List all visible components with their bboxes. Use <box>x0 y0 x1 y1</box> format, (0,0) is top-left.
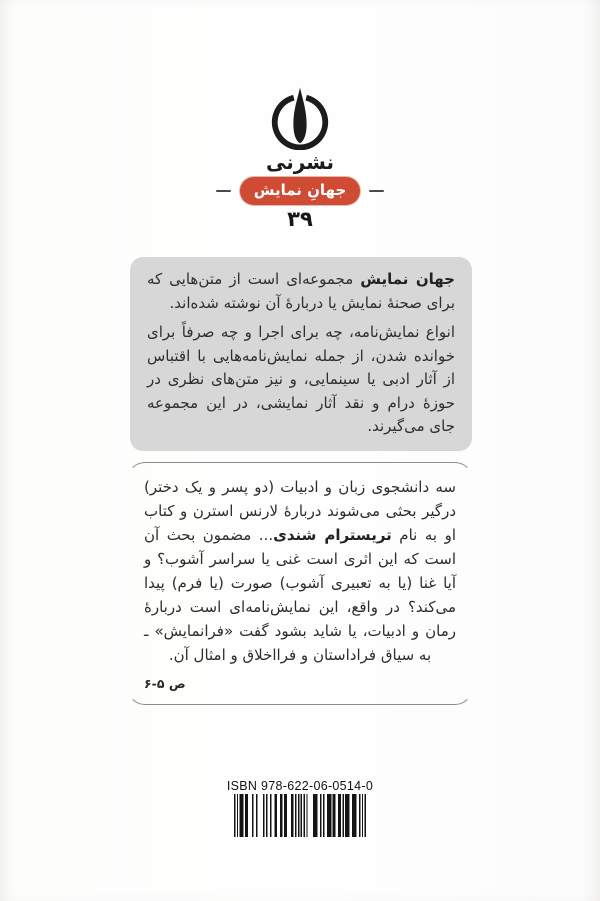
about-series-text-1: مجموعه‌ای است از متن‌هایی که برای صحنهٔ نمایش یا دربارهٔ آن نوشته شده‌اند. <box>147 270 455 312</box>
isbn-label: ISBN 978-622-06-0514-0 <box>226 779 374 793</box>
publisher-name: نشرنی <box>265 150 335 174</box>
series-badge: جهانِ نمایش <box>240 177 361 205</box>
synopsis-paragraph <box>144 475 456 667</box>
badge-left-dash <box>216 190 231 192</box>
page-reference: ص ۵-۶ <box>144 676 186 691</box>
barcode-block <box>0 779 600 837</box>
barcode-icon <box>234 794 366 837</box>
synopsis-box <box>127 462 473 705</box>
badge-right-dash <box>369 190 384 192</box>
synopsis-text-end: ... مضمون بحث آن است که این اثری است غنی یا سراسر آشوب؟ و آیا غنا (یا به تعبیری آشوب) صورت (یا فرم) پیدا می‌کند؟ در واقع، این نمایش‌نامه‌ای است دربارهٔ رمان و ادبیات، یا شاید بشود گفت «فرانمایش» ـ به سیاق فراداستان و فرااخلاق و امثال آن. <box>144 526 456 664</box>
series-title-bold: جهان نمایش <box>360 270 455 288</box>
about-series-paragraph-2: انواع نمایش‌نامه، چه برای اجرا و چه صرفاً برای خوانده شدن، از جمله نمایش‌نامه‌هایی با اقتباس از آثار ادبی یا سینمایی، و نیز متن‌های نظری در حوزهٔ درام و نقد آثار نمایشی، در این مجموعه جای می‌گیرند. <box>147 323 455 435</box>
book-title-bold: تریسترام شندی <box>273 526 392 544</box>
series-number: ۳۹ <box>287 207 313 231</box>
nashr-e-ney-logo-icon <box>267 84 333 150</box>
about-series-box <box>130 257 472 451</box>
publisher-block <box>0 84 600 174</box>
about-series-paragraph-1 <box>147 268 455 315</box>
series-badge-row <box>0 177 600 205</box>
synopsis-text-start: سه دانشجوی زبان و ادبیات (دو پسر و یک دختر) درگیر بحثی می‌شوند دربارهٔ لارنس استرن و کتاب او به نام <box>144 478 456 544</box>
